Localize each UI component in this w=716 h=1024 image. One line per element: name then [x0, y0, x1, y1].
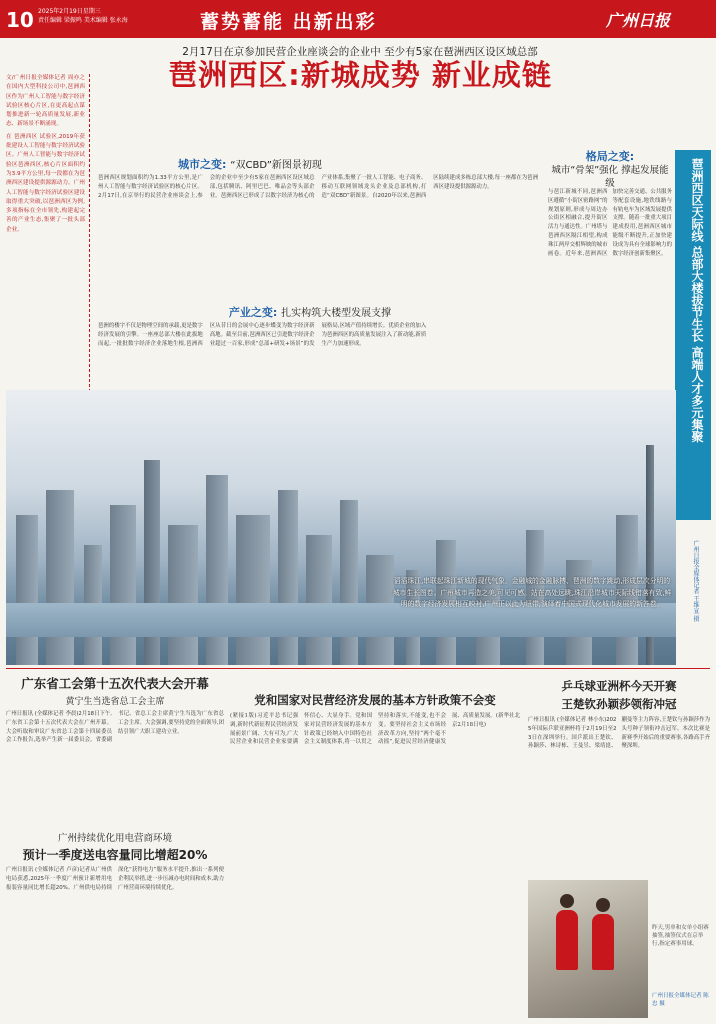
photo-credit-vertical: 广州日报全媒体记者 王维宣 摄 [692, 540, 699, 622]
story3-headline: 党和国家对民营经济发展的基本方针政策不会变 [254, 693, 496, 707]
lead-text-more: 在 琶洲西区 试验区,2019年获批建设人工智能与数字经济试验区。广州人工智能与数字经济试验区琶洲西区,核心片区面积约为3.9平方公里,每一段都在为琶洲西区建设提供源源动力。广州人工智能与数字经济试验区建设取得重大突破,以琶洲西区为例,多项指标在全市领先,构建起完善的产业生态,集聚了一批头部企业。 [6, 133, 85, 233]
section3-heading [548, 148, 672, 190]
newspaper-logo: 广州日报 [606, 11, 671, 30]
date-editor-info [38, 7, 128, 25]
story4-headline: 乒乓球亚洲杯今天开赛 [561, 679, 677, 693]
section2-subtitle: 扎实构筑大楼型发展支撑 [281, 308, 392, 319]
banner-title: 蓄势蓄能 出新出彩 [200, 11, 377, 33]
section1-body: 琶洲西区规划面积约为1.33平方公里,是广州人工智能与数字经济试验区的核心片区。2月17日,在京举行的民营企业座谈会上,参会的企业中至少有5家在琶洲西区设区域总部,包括腾讯、阿里巴巴、唯品会等头部企业。琶洲西区已形成了以数字经济为核心的产业体系,集聚了一批人工智能、电子商务、移动互联网领域龙头企业及总部机构,打造“双CBD”新图景。自2020年以来,琶洲西区陆续建成多栋总部大楼,每一座都在为琶洲西区建设提供源源动力。 [98, 175, 538, 199]
section3-subtitle: 城市“骨架”强化 撑起发展能级 [551, 165, 669, 189]
page-number: 10 [6, 8, 34, 32]
story1-subhead: 黄宁生当选省总工会主席 [65, 697, 165, 707]
section2-heading [200, 304, 420, 320]
section2-title: 产业之变: [228, 306, 278, 319]
story4-body: 广州日报讯 (全媒体记者 林小东)2025年国际乒联亚洲杯将于2月19日至23日在深圳举行。国乒派出王楚钦、孙颖莎、林诗栋、王曼昱、梁靖崑、蒯曼等主力阵容,王楚钦与孙颖莎作为头号种子领衔冲击冠军。本次比赛是新赛季开始后的重要赛事,各路高手齐聚深圳。 [528, 717, 710, 750]
table-tennis-photo [528, 880, 648, 1018]
story4-subhead: 王楚钦孙颖莎领衔冲冠 [561, 697, 677, 711]
story1-body: 广州日报讯 (全媒体记者 李晨)2月18日下午,广东省工会第十五次代表大会在广州开幕。大会听取和审议广东省总工会第十四届委员会工作报告,选举产生新一届委员会。省委副书记、省总工会主席黄宁生当选为广东省总工会主席。大会强调,要坚持党的全面领导,团结引领广大职工建功立业。 [6, 711, 224, 744]
sidebar-ribbon: 琶洲西区天际线 总部大楼拔节生长 高端人才多元集聚 [675, 150, 711, 520]
story2-subhead: 预计一季度送电容量同比增超20% [22, 848, 208, 862]
lead-text: 文/广州日报全媒体记者 周亦之 在国内大型科技公司中,琶洲西区作为广州人工智能与数字经济试验区核心片区,在更高起点谋划推进新一轮高质量发展,新业态、新场景不断涌现。 [6, 75, 85, 128]
section1-subtitle: “双CBD”新图景初现 [230, 160, 322, 171]
story3-body: (紧接1版)习近平总书记强调,新时代新征程民营经济发展前景广阔、大有可为,广大民营企业和民营企业家要满怀信心、大显身手。党和国家对民营经济发展的基本方针政策已经纳入中国特色社会主义制度体系,将一以贯之坚持和落实,不能变,也不会变。要坚持社会主义市场经济改革方向,坚持“两个毫不动摇”,促进民营经济健康发展、高质量发展。(新华社北京2月18日电) [230, 713, 520, 746]
section1-title: 城市之变: [178, 158, 227, 171]
section2-body: 琶洲的楼宇不仅是物理空间的承载,更是数字经济发展的引擎。一座座总部大楼在此拔地而起,一批批数字经济企业落地生根,琶洲西区从昔日的会展中心逐步蝶变为数字经济新高地。截至目前,琶洲西区已引进数字经济企业超过一百家,形成“总部+研发+场景”的发展格局,区域产值持续增长。优质企业的加入为琶洲西区的高质量发展注入了新动能,新质生产力加速形成。 [98, 323, 427, 347]
main-kicker: 2月17日在京参加民营企业座谈会的企业中 至少有5家在琶洲西区设区域总部 [182, 46, 538, 58]
section3-title: 格局之变: [585, 150, 635, 163]
date-line: 2025年2月19日星期三 [38, 8, 101, 15]
editor-line: 责任编辑 梁振鸣 美术编辑 张永海 [38, 17, 128, 24]
divider [6, 668, 710, 669]
story4-photo-caption: 昨天,男单和女单小组赛抽签,抽签仪式在京举行,指定赛事用球。 [652, 925, 709, 947]
photo-caption: 滔滔珠江,串联起珠江新城的现代气象、金融城的金融脉搏、琶洲的数字跳动,形成层次分明的城市生长图卷。广州城市再造之美,可见可感。站在高处远眺,珠江沿岸城市天际线错落有致,鲜明的数字经济发展相互映衬,广州正以此为纽带,演绎着中国式现代化城市发展的新答卷。 [392, 577, 672, 608]
section3-body: 与琶江新城不同,琶洲西区遵循“小街区密路网”的规划原则,形成与周边办公街区相融合,提升街区活力与通达性。广州塔与琶洲西区隔江相望,构成珠江两岸交相辉映的城市画卷。近年来,琶洲西区加快完善交通、公共服务等配套设施,地铁线路与有轨电车为区域发展提供支撑。随着一批重大项目建成投用,琶洲西区城市能级不断提升,正加快建设成为具有全球影响力的数字经济创新集聚区。 [548, 189, 672, 257]
story2-body: 广州日报讯 (全媒体记者 卢彦)记者从广州供电局获悉,2025年一季度广州预计新增用电报装容量同比增长超20%。广州供电局持续深化“获得电力”服务水平提升,推出一系列便企利民举措,进一步压减办电时间和成本,助力广州营商环境持续优化。 [6, 867, 224, 891]
section1-heading [150, 156, 350, 172]
story1-headline: 广东省工会第十五次代表大会开幕 [21, 676, 209, 691]
story2-headline: 广州持续优化用电营商环境 [57, 833, 172, 844]
lead-column [6, 74, 90, 392]
main-headline: 琶洲西区:新城成势 新业成链 [168, 58, 552, 92]
story4-photo-credit: 广州日报全媒体记者 陈忠 摄 [652, 993, 709, 1007]
